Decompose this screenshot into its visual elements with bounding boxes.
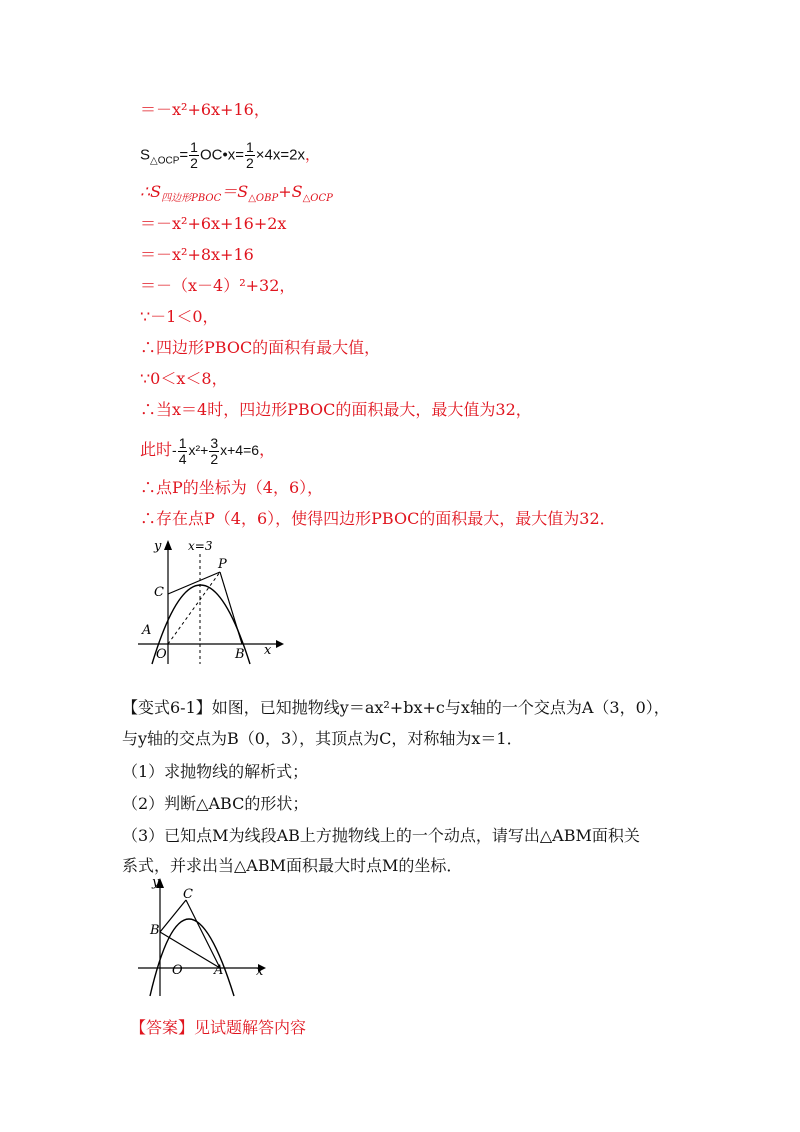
solution-line-3 [140,182,333,205]
parabola-curve [150,919,234,996]
formula-eq: ＝S [221,182,249,201]
solution-line-6: ＝－（x－4）²+32， [140,276,296,295]
solution-line-13: ∴存在点P（4，6），使得四边形PBOC的面积最大，最大值为32． [140,509,616,528]
question-1: （1）求抛物线的解析式； [122,762,309,781]
subscript-ocp: △OCP [302,193,333,205]
segment-bc [160,900,186,932]
solution-line-8: ∴四边形PBOC的面积有最大值， [140,338,381,357]
question-3-line-2: 系式，并求出当△ABM面积最大时点M的坐标． [122,856,463,875]
x-axis-label: x [264,643,272,658]
y-axis-label: y [154,539,162,554]
point-a-label: A [214,963,224,978]
solution-line-1: ＝－x²+6x+16， [140,100,270,119]
solution-line-9: ∵0＜x＜8， [140,369,228,388]
fraction-denominator: 2 [210,451,219,467]
solution-line-11 [140,436,275,467]
answer-line [130,1018,306,1038]
minus-sign: - [172,442,177,459]
solution-line-10: ∴当x＝4时，四边形PBOC的面积最大，最大值为32， [140,400,532,419]
solution-line-5: ＝－x²+8x+16 [140,245,254,264]
question-3-line-1: （3）已知点M为线段AB上方抛物线上的一个动点，请写出△ABM面积关 [122,826,640,845]
fraction-numerator: 3 [210,435,219,451]
problem-tag: 【变式6-1】 [122,698,212,717]
fraction-denominator: 2 [190,155,198,171]
segment-pb [220,572,242,644]
y-axis-arrow [164,540,172,550]
subscript-obp: △OBP [248,193,279,205]
fraction-numerator: 1 [190,139,198,155]
solution-line-2 [140,140,320,171]
x-axis-arrow [276,640,284,648]
formula-end: ， [259,440,276,460]
formula-middle: x²+ [188,442,209,459]
problem-line-1 [122,698,670,718]
y-axis-label: y [152,875,160,890]
formula-end: ， [304,146,320,164]
question-2: （2）判断△ABC的形状； [122,794,309,813]
x-axis-label: x [256,964,264,979]
fraction-denominator: 4 [178,451,187,467]
area-symbol: S [140,146,151,164]
solution-line-7: ∵－1＜0， [140,307,219,326]
fraction-numerator: 1 [178,435,187,451]
fraction-numerator: 1 [245,139,254,155]
formula-tail: x+4=6 [220,442,260,459]
point-a-label: A [142,623,152,638]
origin-label: O [172,963,183,978]
answer-tag: 【答案】 [130,1018,195,1037]
formula-plus: +S [278,182,303,201]
area-subscript: △OCP [150,155,180,167]
fraction-three-halves [209,436,219,467]
equals-sign: = [179,146,189,164]
fraction-half-1 [189,140,199,171]
problem-text: 如图，已知抛物线y＝ax²+bx+c与x轴的一个交点为A（3，0）， [211,698,670,717]
point-c-label: C [154,585,164,600]
fraction-half-2 [245,140,255,171]
solution-line-12: ∴点P的坐标为（4，6）， [140,478,324,497]
figure-parabola-pboc [138,534,288,668]
segment-cp [168,572,220,594]
subscript-quad: 四边形PBOC [161,193,222,205]
point-c-label: C [183,887,193,902]
formula-prefix: 此时 [140,440,173,460]
point-b-label: B [235,647,245,662]
formula-middle: OC•x= [199,146,244,164]
fraction-quarter [178,436,188,467]
point-p-label: P [218,557,227,572]
figure-parabola-abc [138,872,278,998]
point-b-label: B [150,923,160,938]
formula-prefix: ∴S [140,182,162,201]
fraction-denominator: 2 [245,155,254,171]
origin-label: O [156,647,167,662]
answer-text: 见试题解答内容 [194,1018,307,1037]
solution-line-4: ＝－x²+6x+16+2x [140,214,287,233]
formula-tail: ×4x=2x [255,146,305,164]
symmetry-axis-label: x=3 [188,539,213,553]
problem-line-2: 与y轴的交点为B（0，3），其顶点为C，对称轴为x＝1． [122,729,523,748]
